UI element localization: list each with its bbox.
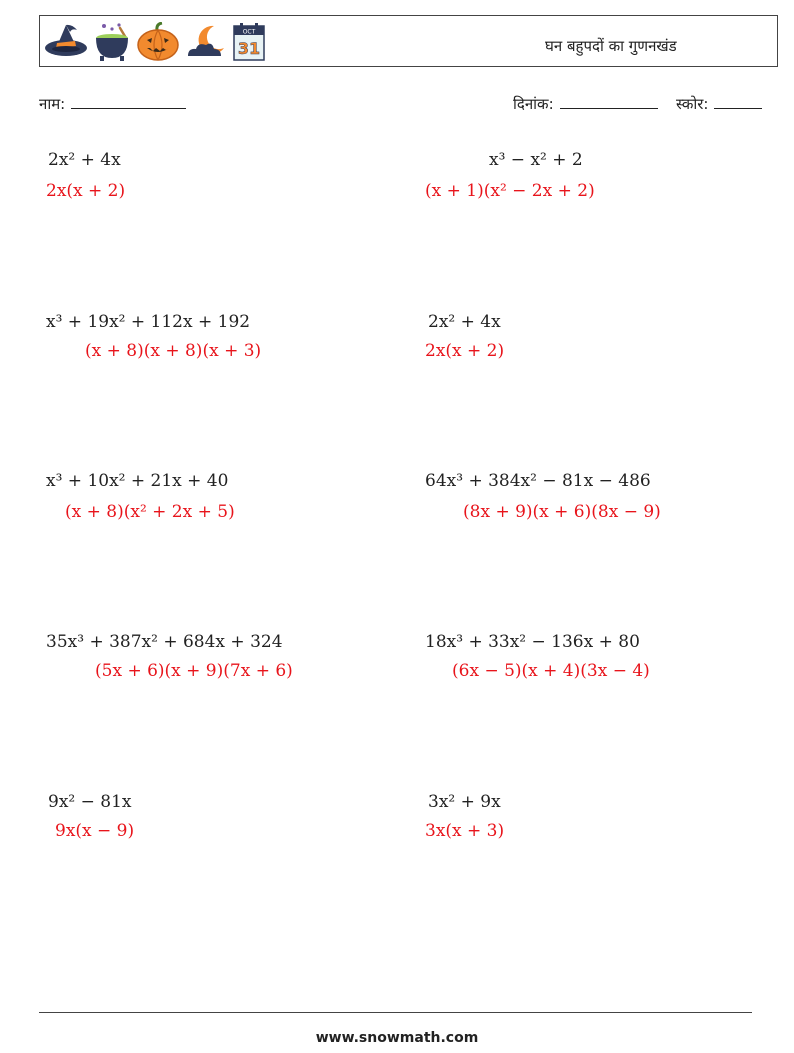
problem-4-answer: 2x(x + 2) bbox=[425, 341, 505, 361]
score-label: स्कोर: bbox=[676, 95, 709, 113]
date-label: दिनांक: bbox=[513, 95, 554, 113]
problem-4-question: 2x² + 4x bbox=[428, 312, 501, 332]
name-blank[interactable] bbox=[71, 94, 186, 109]
worksheet-title: घन बहुपदों का गुणनखंड bbox=[545, 37, 677, 55]
problem-6-question: 64x³ + 384x² − 81x − 486 bbox=[425, 471, 651, 491]
problem-5-answer: (x + 8)(x² + 2x + 5) bbox=[65, 502, 235, 522]
score-field[interactable] bbox=[676, 94, 762, 114]
cauldron-icon bbox=[92, 22, 132, 62]
footer-url[interactable]: www.snowmath.com bbox=[315, 1030, 479, 1046]
problem-8-question: 18x³ + 33x² − 136x + 80 bbox=[425, 632, 640, 652]
header-icons bbox=[44, 20, 266, 64]
problem-7-question: 35x³ + 387x² + 684x + 324 bbox=[46, 632, 283, 652]
header-box bbox=[39, 15, 778, 67]
calendar-month: OCT bbox=[242, 28, 256, 36]
problem-9-answer: 9x(x − 9) bbox=[55, 821, 135, 841]
moon-cloud-icon bbox=[184, 22, 228, 62]
name-label: नाम: bbox=[39, 95, 66, 113]
pumpkin-icon bbox=[136, 22, 180, 62]
problem-3-question: x³ + 19x² + 112x + 192 bbox=[46, 312, 251, 332]
problem-1-answer: 2x(x + 2) bbox=[46, 181, 126, 201]
problem-10-answer: 3x(x + 3) bbox=[425, 821, 505, 841]
date-blank[interactable] bbox=[560, 94, 658, 109]
problem-5-question: x³ + 10x² + 21x + 40 bbox=[46, 471, 229, 491]
problem-1-question: 2x² + 4x bbox=[48, 150, 121, 170]
problem-6-answer: (8x + 9)(x + 6)(8x − 9) bbox=[463, 502, 661, 522]
problem-10-question: 3x² + 9x bbox=[428, 792, 501, 812]
problem-8-answer: (6x − 5)(x + 4)(3x − 4) bbox=[452, 661, 650, 681]
calendar-day: 31 bbox=[237, 39, 261, 58]
footer-divider bbox=[39, 1012, 752, 1013]
problem-2-question: x³ − x² + 2 bbox=[489, 150, 583, 170]
problem-3-answer: (x + 8)(x + 8)(x + 3) bbox=[85, 341, 262, 361]
witch-hat-icon bbox=[44, 22, 88, 62]
problem-2-answer: (x + 1)(x² − 2x + 2) bbox=[425, 181, 595, 201]
problem-7-answer: (5x + 6)(x + 9)(7x + 6) bbox=[95, 661, 293, 681]
problem-9-question: 9x² − 81x bbox=[48, 792, 132, 812]
name-field[interactable] bbox=[39, 94, 186, 114]
calendar-oct-31-icon bbox=[232, 22, 266, 62]
score-blank[interactable] bbox=[714, 94, 762, 109]
date-field[interactable] bbox=[513, 94, 658, 114]
